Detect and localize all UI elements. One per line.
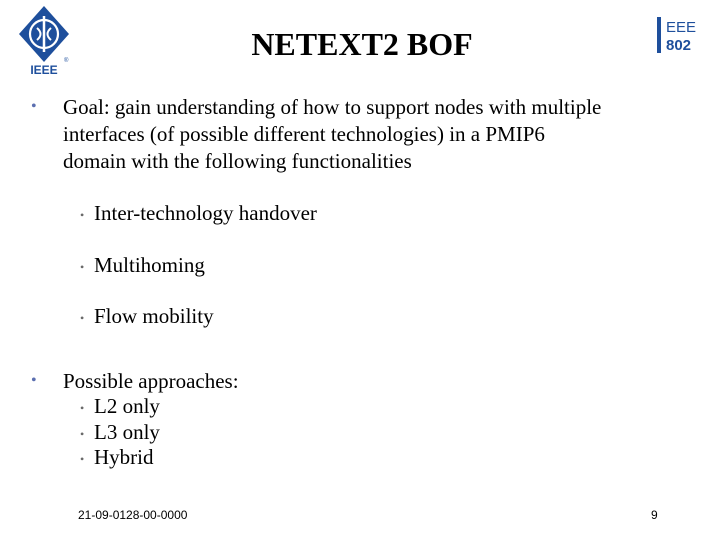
goal-line-2: interfaces (of possible different technologies) in a PMIP6 xyxy=(63,122,545,146)
functionality-item: Inter-technology handover xyxy=(94,201,317,225)
footer-document-number: 21-09-0128-00-0000 xyxy=(78,508,188,522)
approach-item: Hybrid xyxy=(94,445,154,469)
svg-text:®: ® xyxy=(64,58,69,64)
sub-bullet-marker: • xyxy=(80,260,85,274)
goal-line-1: Goal: gain understanding of how to support nodes with multiple xyxy=(63,95,602,119)
sub-bullet-marker: • xyxy=(80,208,85,222)
slide-title: NETEXT2 BOF xyxy=(251,26,473,62)
sub-bullet-marker: • xyxy=(80,452,85,466)
bullet-marker: • xyxy=(31,98,37,115)
approach-item: L2 only xyxy=(94,394,160,418)
goal-line-3: domain with the following functionalities xyxy=(63,149,412,173)
ieee-802-line1: EEE xyxy=(666,19,697,36)
sub-bullet-marker: • xyxy=(80,401,85,415)
bullet-marker: • xyxy=(31,372,37,389)
functionality-item: Multihoming xyxy=(94,253,205,277)
sub-bullet-marker: • xyxy=(80,427,85,441)
goal-paragraph xyxy=(63,94,601,175)
approach-item: L3 only xyxy=(94,420,160,444)
footer-page-number: 9 xyxy=(651,508,658,522)
functionality-item: Flow mobility xyxy=(94,304,214,328)
ieee-802-line2: 802 xyxy=(666,37,692,54)
ieee-logo-text: IEEE xyxy=(30,63,58,76)
sub-bullet-marker: • xyxy=(80,311,85,325)
approaches-heading: Possible approaches: xyxy=(63,369,239,393)
